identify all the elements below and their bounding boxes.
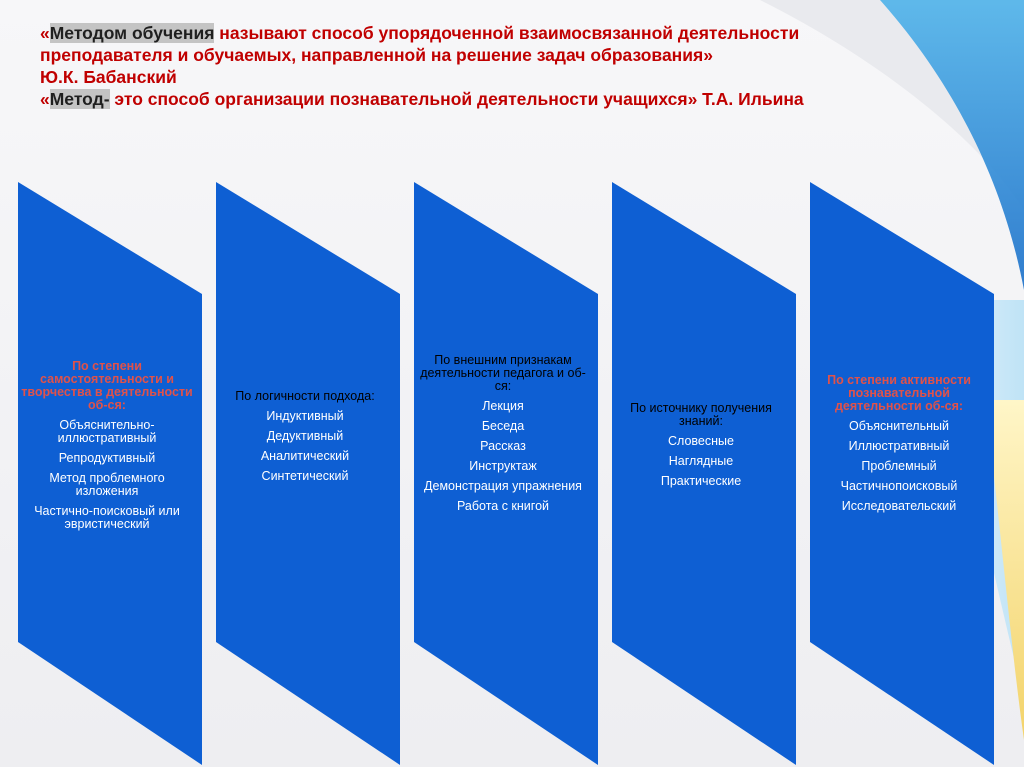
card-item: Объяснительный (849, 419, 949, 433)
card-item: Проблемный (861, 459, 937, 473)
card-item: Беседа (481, 419, 525, 433)
card-content (614, 402, 788, 488)
term-highlight: Методом обучения (49, 23, 215, 43)
definition-text: это способ организации познавательной деятельности учащихся» Т.А. Ильина (109, 89, 804, 109)
card-content (20, 360, 194, 531)
card-item: Метод проблемного изложения (49, 471, 165, 498)
definition-line-1 (40, 22, 1000, 44)
card-item: Синтетический (261, 469, 349, 483)
card-item: Рассказ (480, 439, 526, 453)
term-highlight: Метод- (49, 89, 110, 109)
open-quote: « (40, 23, 50, 43)
card-content (416, 354, 590, 513)
card-item: Практические (660, 474, 742, 488)
method-card-3 (408, 182, 598, 765)
card-item: Частично-поисковый или эвристический (34, 504, 180, 531)
definition-text: называют способ упорядоченной взаимосвязанной деятельности (214, 23, 800, 43)
card-title: По степени активности познавательной деятельности об-ся: (827, 373, 971, 413)
card-content (812, 374, 986, 513)
definition-header (40, 22, 1000, 110)
card-item: Лекция (482, 399, 524, 413)
card-item: Дедуктивный (266, 429, 344, 443)
card-item: Словесные (668, 434, 734, 448)
method-card-1 (12, 182, 202, 765)
card-item: Объяснительно-иллюстративный (57, 418, 157, 445)
method-card-5 (804, 182, 994, 765)
card-title: По степени самостоятельности и творчества в деятельности об-ся: (21, 359, 193, 412)
definition-line-2: преподавателя и обучаемых, направленной на решение задач образования» (40, 45, 713, 65)
card-item: Частичнопоисковый (840, 479, 958, 493)
open-quote: « (40, 89, 50, 109)
definition-line-4 (40, 88, 1000, 110)
card-title: По источнику получения знаний: (630, 401, 772, 428)
card-item: Иллюстративный (848, 439, 950, 453)
card-content (218, 390, 392, 483)
card-item: Демонстрация упражнения (424, 479, 582, 493)
card-item: Аналитический (260, 449, 350, 463)
card-title: По логичности подхода: (235, 389, 375, 403)
method-card-2 (210, 182, 400, 765)
card-title: По внешним признакам деятельности педагога и об-ся: (420, 353, 586, 393)
card-item: Исследовательский (841, 499, 957, 513)
method-card-4 (606, 182, 796, 765)
card-item: Индуктивный (266, 409, 344, 423)
card-item: Инструктаж (469, 459, 537, 473)
card-item: Наглядные (668, 454, 734, 468)
card-item: Работа с книгой (456, 499, 550, 513)
author-line: Ю.К. Бабанский (40, 67, 177, 87)
card-item: Репродуктивный (58, 451, 156, 465)
